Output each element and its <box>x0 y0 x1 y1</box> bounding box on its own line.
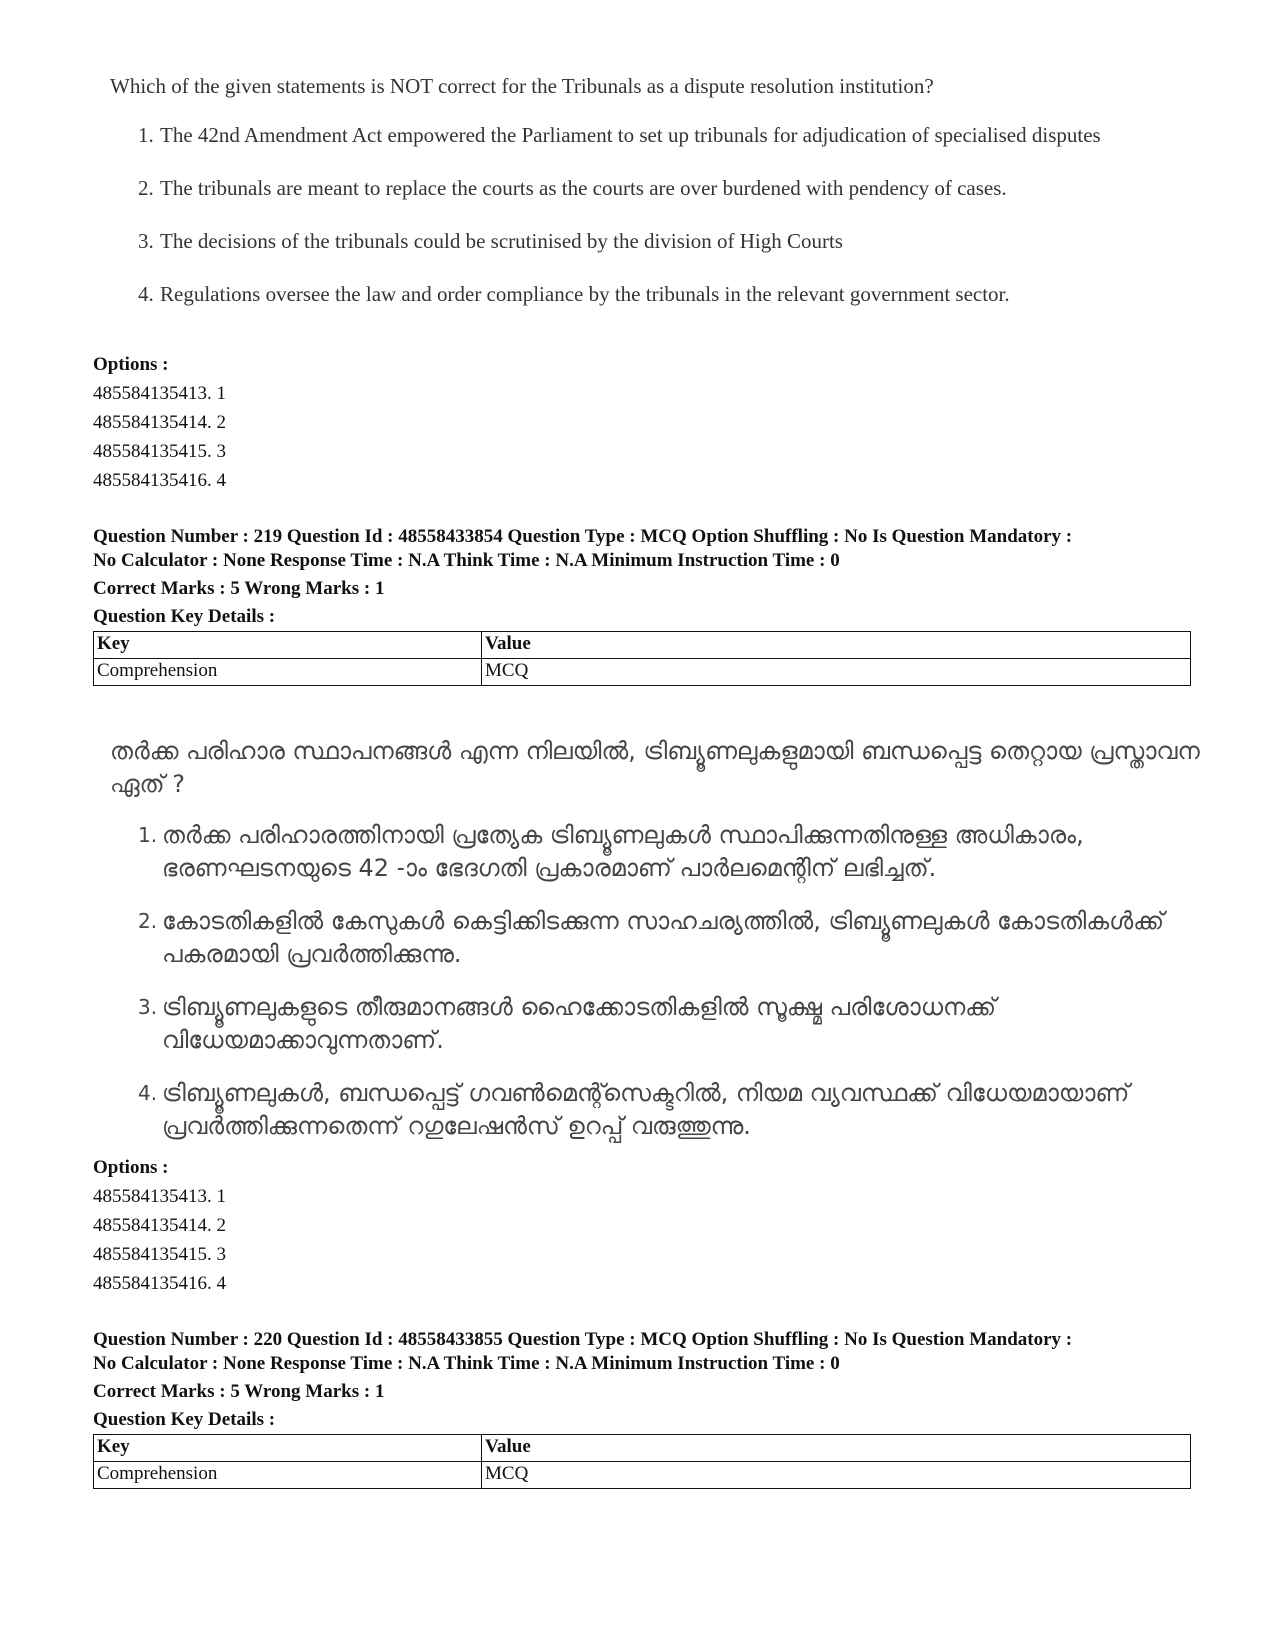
table-row <box>94 1462 1191 1489</box>
statement-item <box>138 905 1210 971</box>
marks-line: Correct Marks : 5 Wrong Marks : 1 <box>93 1381 385 1402</box>
statement-list <box>110 121 1200 308</box>
statement-item <box>138 1077 1210 1143</box>
option-item: 485584135416. 4 <box>93 1273 226 1294</box>
statement-text: The tribunals are meant to replace the courts as the courts are over burdened with pendency of cases. <box>160 176 1007 200</box>
statement-number: 3. <box>138 995 158 1019</box>
table-header-value: Value <box>482 1435 1191 1462</box>
key-details-table <box>93 1434 1191 1489</box>
meta-line-1: Question Number : 220 Question Id : 48558433855 Question Type : MCQ Option Shuffling : No Is Question Mandatory : <box>93 1329 1073 1350</box>
malayalam-question-block <box>110 735 1210 1163</box>
statement-text: The 42nd Amendment Act empowered the Parliament to set up tribunals for adjudication of specialised disputes <box>160 123 1101 147</box>
statement-item <box>138 819 1210 885</box>
table-header-key: Key <box>94 1435 482 1462</box>
statement-item <box>138 121 1200 149</box>
option-item: 485584135413. 1 <box>93 383 226 404</box>
option-item: 485584135413. 1 <box>93 1186 226 1207</box>
option-item: 485584135415. 3 <box>93 1244 226 1265</box>
statement-item <box>138 227 1200 255</box>
statement-number: 2. <box>138 909 158 933</box>
key-details-label: Question Key Details : <box>93 606 276 627</box>
key-details-label: Question Key Details : <box>93 1409 276 1430</box>
option-item: 485584135415. 3 <box>93 441 226 462</box>
option-item: 485584135416. 4 <box>93 470 226 491</box>
statement-item <box>138 280 1200 308</box>
option-item: 485584135414. 2 <box>93 412 226 433</box>
question-220-meta <box>93 1328 1193 1432</box>
options-title: Options : <box>93 354 169 375</box>
table-header-key: Key <box>94 632 482 659</box>
statement-number: 1. <box>138 123 154 147</box>
option-item: 485584135414. 2 <box>93 1215 226 1236</box>
statement-text: കോടതികളിൽ കേസുകൾ കെട്ടിക്കിടക്കുന്ന സാഹചര്യത്തിൽ, ട്രിബ്യൂണലുകൾ കോടതികൾക്ക് പകരമായി പ്രവർത്തിക്കുന്നു. <box>162 907 1165 968</box>
table-header-row <box>94 632 1191 659</box>
english-question-block <box>110 74 1200 333</box>
table-header-value: Value <box>482 632 1191 659</box>
statement-number: 4. <box>138 1081 158 1105</box>
table-row <box>94 659 1191 686</box>
question-219-meta <box>93 525 1193 629</box>
statement-item <box>138 174 1200 202</box>
options-block-2 <box>93 1153 226 1298</box>
marks-line: Correct Marks : 5 Wrong Marks : 1 <box>93 578 385 599</box>
key-details-table <box>93 631 1191 686</box>
question-stem: തർക്ക പരിഹാര സ്ഥാപനങ്ങൾ എന്ന നിലയിൽ, ട്രിബ്യൂണലുകളുമായി ബന്ധപ്പെട്ട തെറ്റായ പ്രസ്താവന ഏത് ? <box>110 737 1200 798</box>
options-title: Options : <box>93 1157 169 1178</box>
statement-text: The decisions of the tribunals could be scrutinised by the division of High Courts <box>160 229 843 253</box>
statement-text: തർക്ക പരിഹാരത്തിനായി പ്രത്യേക ട്രിബ്യൂണലുകൾ സ്ഥാപിക്കുന്നതിനുള്ള അധികാരം, ഭരണഘടനയുടെ 42 -ാം ഭേദഗതി പ്രകാരമാണ് പാർലമെന്റിന് ലഭിച്ചത്. <box>162 821 1084 882</box>
table-cell-key: Comprehension <box>94 1462 482 1489</box>
statement-text: ട്രിബ്യൂണലുകളുടെ തീരുമാനങ്ങൾ ഹൈക്കോടതികളിൽ സൂക്ഷ്മ പരിശോധനക്ക് വിധേയമാക്കാവുന്നതാണ്. <box>162 993 997 1054</box>
statement-number: 1. <box>138 823 158 847</box>
statement-item <box>138 991 1210 1057</box>
table-cell-value: MCQ <box>482 1462 1191 1489</box>
statement-number: 3. <box>138 229 154 253</box>
table-header-row <box>94 1435 1191 1462</box>
table-cell-key: Comprehension <box>94 659 482 686</box>
options-block-1 <box>93 350 226 495</box>
statement-number: 4. <box>138 282 154 306</box>
question-stem: Which of the given statements is NOT correct for the Tribunals as a dispute resolution institution? <box>110 74 934 98</box>
table-cell-value: MCQ <box>482 659 1191 686</box>
statement-text: ട്രിബ്യൂണലുകൾ, ബന്ധപ്പെട്ട് ഗവൺമെന്റ്സെക്ടറിൽ, നിയമ വ്യവസ്ഥക്ക് വിധേയമായാണ് പ്രവർത്തിക്കുന്നതെന്ന് റഗുലേഷൻസ് ഉറപ്പ് വരുത്തുന്നു. <box>162 1079 1130 1140</box>
statement-list <box>110 819 1210 1143</box>
statement-text: Regulations oversee the law and order compliance by the tribunals in the relevant government sector. <box>160 282 1010 306</box>
statement-number: 2. <box>138 176 154 200</box>
meta-line-2: No Calculator : None Response Time : N.A Think Time : N.A Minimum Instruction Time : 0 <box>93 550 840 571</box>
meta-line-2: No Calculator : None Response Time : N.A Think Time : N.A Minimum Instruction Time : 0 <box>93 1353 840 1374</box>
meta-line-1: Question Number : 219 Question Id : 48558433854 Question Type : MCQ Option Shuffling : No Is Question Mandatory : <box>93 526 1073 547</box>
